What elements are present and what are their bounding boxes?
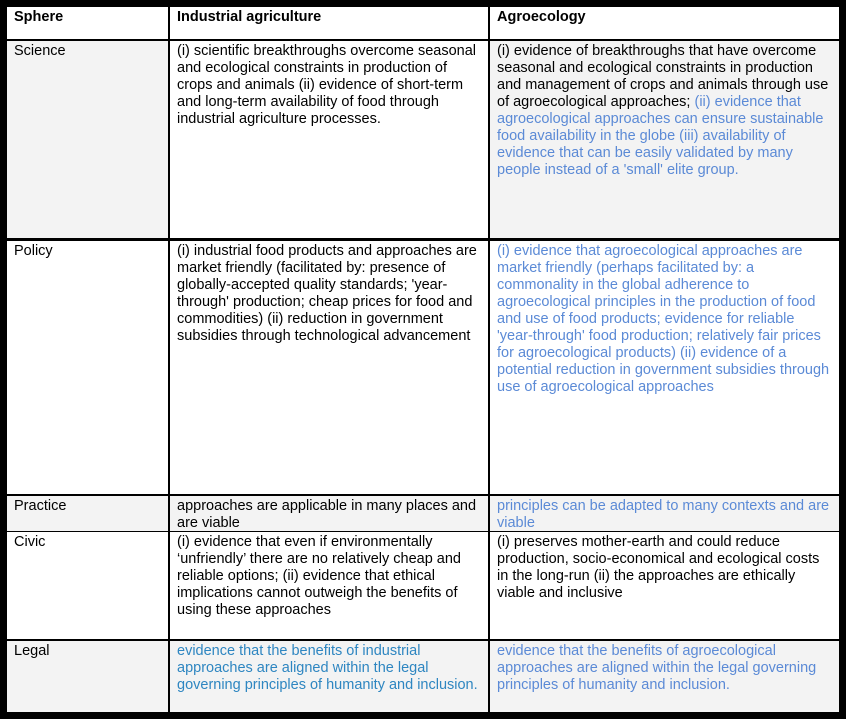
policy-agroecology-cell: (i) evidence that agroecological approaches are market friendly (perhaps facilitated by: a commonality in the global adherence to agroecological principles in the production of food and use of food products; evidence for reliable 'year-through' food production; relatively fair prices for agroecological products) (ii) evidence of a potential reduction in government subsidies through use of agroecological approaches	[490, 241, 839, 494]
practice-agroecology-cell: principles can be adapted to many contexts and are viable	[490, 496, 839, 531]
policy-industrial-cell: (i) industrial food products and approaches are market friendly (facilitated by: presence of globally-accepted quality standards; 'year-through' production; cheap prices for food and commodities) (ii) reduction in government subsidies through technological advancement	[170, 241, 488, 494]
legal-industrial-cell: evidence that the benefits of industrial approaches are aligned within the legal governing principles of humanity and inclusion.	[170, 641, 488, 712]
civic-agroecology-cell: (i) preserves mother-earth and could reduce production, socio-economical and ecological costs in the long-run (ii) the approaches are ethically viable and inclusive	[490, 532, 839, 639]
legal-agroecology-cell: evidence that the benefits of agroecological approaches are aligned within the legal governing principles of humanity and inclusion.	[490, 641, 839, 712]
science-agroecology-highlight: (ii) evidence that agroecological approaches can ensure sustainable food availability in the globe (iii) availability of evidence that can be easily validated by many people instead of a 'small' elite group.	[497, 94, 824, 178]
sphere-policy: Policy	[7, 241, 168, 494]
header-agroecology: Agroecology	[490, 7, 839, 39]
sphere-civic: Civic	[7, 532, 168, 639]
header-sphere: Sphere	[7, 7, 168, 39]
practice-industrial-cell: approaches are applicable in many places and are viable	[170, 496, 488, 531]
science-industrial-cell: (i) scientific breakthroughs overcome seasonal and ecological constraints in production of crops and animals (ii) evidence of short-term and long-term availability of food through industrial agriculture processes.	[170, 41, 488, 238]
civic-industrial-cell: (i) evidence that even if environmentally ‘unfriendly’ there are no relatively cheap and reliable options; (ii) evidence that ethical implications cannot outweigh the benefits of using these approaches	[170, 532, 488, 639]
science-agroecology-cell	[490, 41, 839, 238]
sphere-legal: Legal	[7, 641, 168, 712]
header-industrial-agriculture: Industrial agriculture	[170, 7, 488, 39]
science-agroecology-text: (i) evidence of breakthroughs that have overcome seasonal and ecological constraints in production and management of crops and animals through use of agroecological approaches;	[497, 43, 829, 110]
sphere-practice: Practice	[7, 496, 168, 531]
sphere-science: Science	[7, 41, 168, 238]
